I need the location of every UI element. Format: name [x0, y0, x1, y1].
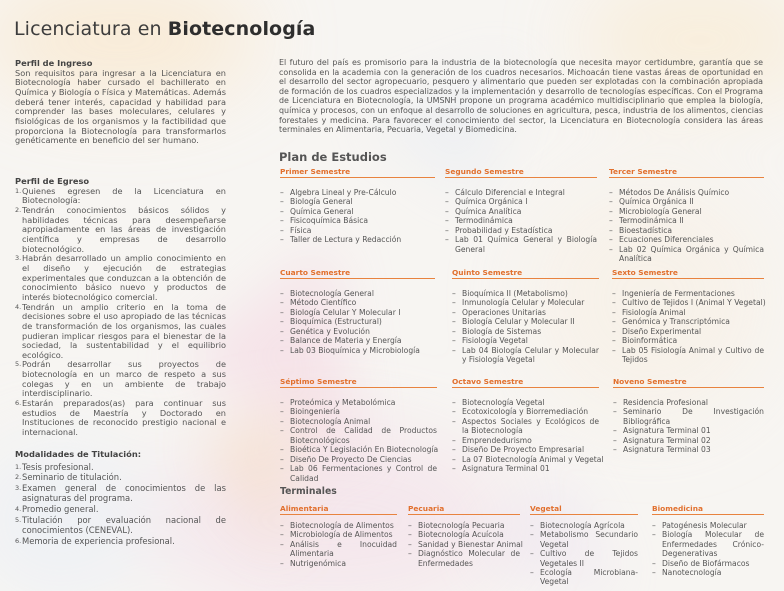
item-number: 4.	[15, 302, 22, 311]
course-item: – Ecuaciones Diferenciales	[609, 235, 764, 244]
course-item: – Lab 03 Bioquímica y Microbiología	[280, 346, 435, 355]
item-text: Estarán preparados(as) para continuar sus estudios de Maestría y Doctorado en Instituciones de reconocido prestigio nacional e internacional.	[22, 398, 226, 438]
page-title	[14, 18, 315, 40]
course-item: – Química General	[280, 207, 435, 216]
course-item: – Genética y Evolución	[280, 327, 435, 336]
course-item: – Probabilidad y Estadística	[445, 226, 597, 235]
course-item: – Lab 01 Química General y Biología General	[445, 235, 597, 254]
course-item: – Bioingeniería	[280, 407, 437, 416]
course-item: – Análisis e Inocuidad Alimentaria	[280, 540, 397, 559]
course-item: – Diseño Experimental	[612, 327, 764, 336]
course-item: – Termodinámica	[445, 216, 597, 225]
egreso-item	[15, 303, 226, 361]
course-item: – Lab 04 Biología Celular y Molecular y Fisiología Vegetal	[452, 346, 599, 365]
course-item: – Cultivo de Tejidos Vegetales II	[530, 549, 638, 568]
course-item: – Metabolismo Secundario Vegetal	[530, 530, 638, 549]
course-item: – Cultivo de Tejidos I (Animal Y Vegetal)	[612, 298, 764, 307]
course-item: – Proteómica y Metabolómica	[280, 398, 437, 407]
item-text: Tendrán conocimientos básicos sólidos y habilidades técnicas para desempeñarse apropiadamente en las áreas de investigación científica y empresas de desarrollo biotecnológico.	[22, 204, 226, 254]
titulacion-item	[15, 536, 226, 547]
semester-6	[612, 268, 764, 365]
semester-heading: Sexto Semestre	[612, 268, 764, 279]
course-item: – Operaciones Unitarias	[452, 308, 599, 317]
course-item: – Nanotecnología	[652, 568, 764, 577]
titulacion-item	[15, 483, 226, 504]
semester-heading: Noveno Semestre	[613, 377, 764, 388]
course-list	[530, 521, 638, 587]
item-text: Tendrán un amplio criterio en la toma de decisiones sobre el uso apropiado de las técnicas de transformación de los organismos, las cuales pudieran implicar riesgos para el bienestar de la sociedad, la sustentabilidad y el equilibrio ecológico.	[22, 301, 226, 360]
course-item: – Biotecnología Animal	[280, 417, 437, 426]
egreso-list	[15, 187, 226, 438]
course-item: – Biotecnología Agrícola	[530, 521, 638, 530]
course-item: – Biología de Sistemas	[452, 327, 599, 336]
course-item: – Termodinámica II	[609, 216, 764, 225]
item-text: Titulación por evaluación nacional de conocimientos (CENEVAL).	[22, 514, 226, 536]
course-item: – Asignatura Terminal 01	[613, 426, 764, 435]
course-list	[652, 521, 764, 577]
semester-4	[280, 268, 435, 355]
item-text: Examen general de conocimientos de las asignaturas del programa.	[22, 482, 226, 504]
course-item: – Emprendedurismo	[452, 436, 599, 445]
course-item: – Inmunología Celular y Molecular	[452, 298, 599, 307]
terminal-pecuaria	[408, 504, 523, 568]
course-item: – Lab 05 Fisiología Animal y Cultivo de Tejidos	[612, 346, 764, 365]
course-item: – Taller de Lectura y Redacción	[280, 235, 435, 244]
semester-heading: Quinto Semestre	[452, 268, 599, 279]
egreso-item	[15, 206, 226, 254]
semester-heading: Primer Semestre	[280, 167, 435, 178]
course-item: – Lab 02 Química Orgánica y Química Analítica	[609, 245, 764, 264]
course-item: – Diagnóstico Molecular de Enfermedades	[408, 549, 520, 568]
title-prefix: Licenciatura en	[14, 18, 168, 40]
course-list	[408, 521, 523, 568]
item-number: 1.	[15, 186, 22, 195]
egreso-item	[15, 399, 226, 438]
course-list	[280, 398, 437, 483]
titulacion-item	[15, 504, 226, 515]
semester-heading: Tercer Semestre	[609, 167, 764, 178]
terminal-heading: Pecuaria	[408, 504, 520, 515]
course-item: – Cálculo Diferencial e Integral	[445, 188, 597, 197]
course-item: – Ecología Microbiana-Vegetal	[530, 568, 638, 587]
semester-heading: Séptimo Semestre	[280, 377, 437, 388]
semester-7	[280, 377, 437, 483]
item-number: 3.	[15, 254, 22, 263]
ingreso-text: Son requisitos para ingresar a la Licenciatura en Biotecnología haber cursado el bachillerato en Química y Biología o Física y Matemáticas. Además deberá tener interés, capacidad y habilidad para comprender las bases moleculares, celulares y fisiológicas de los organismos y la factibilidad que proporciona la Biotecnología para transformarlos genéticamente en beneficio del ser humano.	[15, 67, 226, 146]
course-item: – Fisiología Animal	[612, 308, 764, 317]
course-item: – Métodos De Análisis Químico	[609, 188, 764, 197]
egreso-item	[15, 254, 226, 302]
item-number: 3.	[15, 483, 22, 492]
course-item: – Seminario De Investigación Bibliográfica	[613, 407, 764, 426]
course-item: – Biotecnología General	[280, 289, 435, 298]
course-item: – Lab 06 Fermentaciones y Control de Calidad	[280, 464, 437, 483]
course-item: – Fisicoquímica Básica	[280, 216, 435, 225]
item-number: 1.	[15, 462, 22, 471]
course-item: – Asignatura Terminal 03	[613, 445, 764, 454]
title-bold: Biotecnología	[167, 18, 316, 40]
item-text: Podrán desarrollar sus proyectos de biotecnología en un marco de respeto a sus colegas y en un ambiente de trabajo interdisciplinario.	[22, 359, 226, 399]
course-item: – Bioestadística	[609, 226, 764, 235]
item-text: Promedio general.	[22, 504, 99, 515]
titulacion-heading: Modalidades de Titulación:	[15, 449, 142, 459]
semester-9	[613, 377, 764, 455]
course-item: – Patogénesis Molecular	[652, 521, 764, 530]
course-item: – Residencia Profesional	[613, 398, 764, 407]
course-list	[445, 188, 597, 254]
semester-heading: Cuarto Semestre	[280, 268, 435, 279]
course-item: – Biotecnología Pecuaria	[408, 521, 520, 530]
course-item: – Microbiología de Alimentos	[280, 530, 397, 539]
course-list	[280, 289, 435, 355]
titulacion-item	[15, 462, 226, 473]
course-item: – Ingeniería de Fermentaciones	[612, 289, 764, 298]
course-list	[612, 289, 764, 365]
course-item: – Química Analítica	[445, 207, 597, 216]
item-text: Seminario de titulación.	[22, 472, 122, 483]
course-item: – Control de Calidad de Productos Biotecnológicos	[280, 426, 437, 445]
course-list	[613, 398, 764, 455]
terminal-biomedicina	[652, 504, 764, 577]
semester-5	[452, 268, 599, 365]
course-item: – Biología Celular y Molecular II	[452, 317, 599, 326]
course-item: – Balance de Materia y Energía	[280, 336, 435, 345]
ingreso-section	[15, 59, 226, 146]
item-number: 6.	[15, 536, 22, 545]
semester-1	[280, 167, 435, 245]
item-text: Quienes egresen de la Licenciatura en Biotecnología:	[22, 185, 226, 206]
item-text: Habrán desarrollado un amplio conocimiento en el diseño y ejecución de estrategias experimentales que conduzcan a la obtención de conocimiento básico nuevo y productos de interés biotecnológico comercial.	[22, 253, 226, 302]
item-text: Tesis profesional.	[22, 461, 94, 472]
course-item: – Sanidad y Bienestar Animal	[408, 540, 520, 549]
course-item: – Química Orgánica I	[445, 197, 597, 206]
course-item: – Química Orgánica II	[609, 197, 764, 206]
course-item: – Bioinformática	[612, 336, 764, 345]
course-list	[609, 188, 764, 264]
semester-2	[445, 167, 597, 254]
semester-8	[452, 377, 604, 474]
course-item: – Biotecnología Vegetal	[452, 398, 599, 407]
egreso-heading: Perfil de Egreso	[15, 176, 90, 186]
intro-paragraph: El futuro del país es promisorio para la industria de la biotecnología que necesita mayor certidumbre, garantía que se consolida en la academia con la generación de los cuadros necesarios. Michoacán tiene vastas áreas de oportunidad en el desarrollo del sector agropecuario, pesquero y alimentario que pueden ser explotadas con la combinación apropiada de formación de los cuadros especializados y la implementación y desarrollo de tecnologías específicas. Con el Programa de Licenciatura en Biotecnología, la UMSNH propone un programa académico multidisciplinario que emplea la biología, química y procesos, con un enfoque al desarrollo de soluciones en agricultura, pesca, industria de los alimentos, ciencias forestales y medicina. Para favorecer el conocimiento del sector, la Licenciatura en Biotecnología considera las áreas terminales en Alimentaria, Pecuaria, Vegetal y Biomedicina.	[279, 58, 763, 135]
item-number: 2.	[15, 473, 22, 482]
terminal-heading: Biomedicina	[652, 504, 764, 515]
semester-heading: Octavo Semestre	[452, 377, 599, 388]
ingreso-heading: Perfil de Ingreso	[15, 58, 93, 68]
course-item: – Genómica y Transcriptómica	[612, 317, 764, 326]
egreso-item	[15, 360, 226, 399]
course-list	[452, 398, 604, 474]
course-item: – Biología Molecular de Enfermedades Crónico-Degenerativas	[652, 530, 764, 558]
course-item: – Diseño De Proyecto De Ciencias	[280, 455, 437, 464]
course-item: – Asignatura Terminal 02	[613, 436, 764, 445]
terminal-alimentaria	[280, 504, 397, 568]
course-item: – Bioquímica II (Metabolismo)	[452, 289, 599, 298]
titulacion-section	[15, 450, 226, 546]
course-item: – Microbiología General	[609, 207, 764, 216]
plan-heading: Plan de Estudios	[279, 150, 387, 164]
course-item: – Asignatura Terminal 01	[452, 464, 599, 473]
course-item: – Biotecnología Acuícola	[408, 530, 520, 539]
course-item: – Diseño de Biofármacos	[652, 559, 764, 568]
titulacion-list	[15, 462, 226, 547]
item-text: Memoria de experiencia profesional.	[22, 535, 175, 546]
course-item: – Aspectos Sociales y Ecológicos de la Biotecnología	[452, 417, 599, 436]
course-item: – Física	[280, 226, 435, 235]
course-item: – La 07 Biotecnología Animal y Vegetal	[452, 455, 599, 464]
terminal-heading: Alimentaria	[280, 504, 397, 515]
semester-heading: Segundo Semestre	[445, 167, 597, 178]
course-item: – Diseño De Proyecto Empresarial	[452, 445, 599, 454]
course-list	[452, 289, 599, 365]
course-item: – Método Científico	[280, 298, 435, 307]
course-list	[280, 188, 435, 245]
egreso-section	[15, 177, 226, 438]
terminal-vegetal	[530, 504, 638, 587]
item-number: 2.	[15, 205, 22, 214]
item-number: 5.	[15, 360, 22, 369]
course-item: – Bioquímica (Estructural)	[280, 317, 435, 326]
course-item: – Biotecnología de Alimentos	[280, 521, 397, 530]
course-list	[280, 521, 397, 568]
course-item: – Nutrigenómica	[280, 559, 397, 568]
course-item: – Biología General	[280, 197, 435, 206]
item-number: 5.	[15, 515, 22, 524]
item-number: 6.	[15, 399, 22, 408]
terminales-heading: Terminales	[280, 486, 337, 497]
egreso-item	[15, 187, 226, 206]
course-item: – Fisiología Vegetal	[452, 336, 599, 345]
course-item: – Bioética Y Legislación En Biotecnología	[280, 445, 437, 454]
item-number: 4.	[15, 505, 22, 514]
course-item: – Ecotoxicología y Biorremediación	[452, 407, 599, 416]
course-item: – Algebra Lineal y Pre-Cálculo	[280, 188, 435, 197]
titulacion-item	[15, 515, 226, 536]
course-item: – Biología Celular Y Molecular I	[280, 308, 435, 317]
terminal-heading: Vegetal	[530, 504, 638, 515]
semester-3	[609, 167, 764, 264]
titulacion-item	[15, 472, 226, 483]
